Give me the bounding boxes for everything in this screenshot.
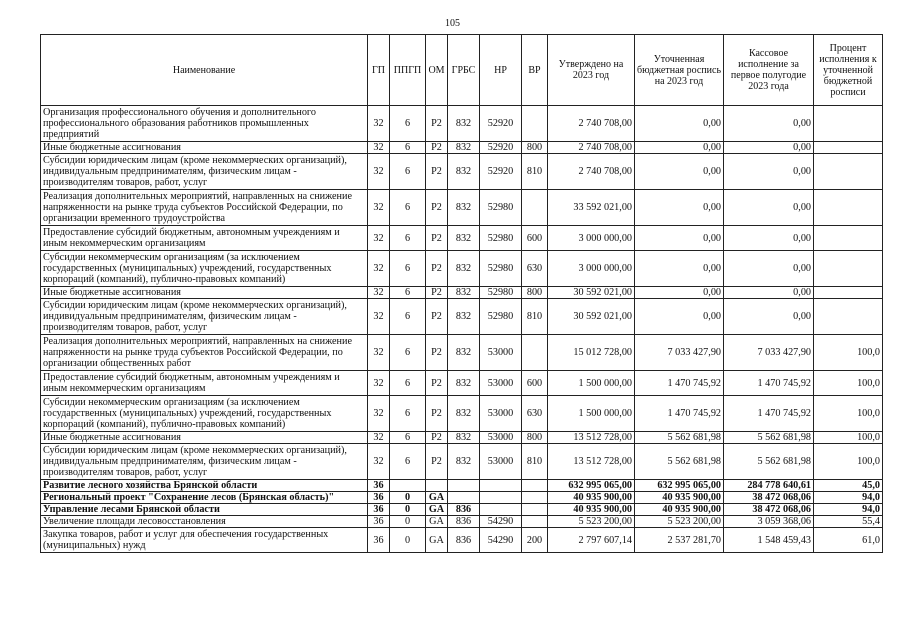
row-name: Реализация дополнительных мероприятий, направленных на снижение напряженности на рынке труда субъектов Российской Федерации, по организации временного трудоустройства (41, 190, 368, 226)
row-percent (814, 287, 883, 299)
row-gp: 32 (368, 299, 390, 335)
row-ppgp: 6 (390, 335, 426, 371)
row-refined: 0,00 (635, 299, 724, 335)
row-ppgp: 0 (390, 504, 426, 516)
row-percent: 100,0 (814, 396, 883, 432)
row-name: Предоставление субсидий бюджетным, автономным учреждениям и иным некоммерческим организациям (41, 371, 368, 396)
row-cash: 0,00 (724, 190, 814, 226)
header-approved: Утверждено на 2023 год (548, 35, 635, 106)
row-percent (814, 226, 883, 251)
row-gp: 36 (368, 528, 390, 553)
row-vr (522, 492, 548, 504)
table-row (41, 154, 883, 190)
row-gp: 36 (368, 516, 390, 528)
table-row (41, 142, 883, 154)
row-ppgp: 0 (390, 516, 426, 528)
row-refined: 1 470 745,92 (635, 396, 724, 432)
row-approved: 15 012 728,00 (548, 335, 635, 371)
header-grbs: ГРБС (448, 35, 480, 106)
row-grbs: 832 (448, 190, 480, 226)
row-cash: 0,00 (724, 226, 814, 251)
row-gp: 32 (368, 190, 390, 226)
row-np: 52980 (480, 190, 522, 226)
row-refined: 0,00 (635, 287, 724, 299)
row-percent: 55,4 (814, 516, 883, 528)
table-row (41, 371, 883, 396)
row-gp: 32 (368, 251, 390, 287)
row-np: 53000 (480, 396, 522, 432)
row-refined: 5 562 681,98 (635, 444, 724, 480)
row-refined: 0,00 (635, 106, 724, 142)
row-np: 53000 (480, 444, 522, 480)
row-grbs: 832 (448, 444, 480, 480)
row-cash: 1 548 459,43 (724, 528, 814, 553)
row-np: 53000 (480, 371, 522, 396)
row-refined: 7 033 427,90 (635, 335, 724, 371)
row-name: Закупка товаров, работ и услуг для обеспечения государственных (муниципальных) нужд (41, 528, 368, 553)
row-refined: 0,00 (635, 251, 724, 287)
row-ppgp: 6 (390, 444, 426, 480)
row-grbs: 832 (448, 142, 480, 154)
row-grbs: 832 (448, 154, 480, 190)
row-grbs: 832 (448, 299, 480, 335)
row-cash: 3 059 368,06 (724, 516, 814, 528)
row-vr: 800 (522, 142, 548, 154)
row-vr: 600 (522, 371, 548, 396)
row-refined: 5 562 681,98 (635, 432, 724, 444)
row-vr: 800 (522, 432, 548, 444)
row-name: Предоставление субсидий бюджетным, автономным учреждениям и иным некоммерческим организациям (41, 226, 368, 251)
row-vr: 200 (522, 528, 548, 553)
row-vr (522, 106, 548, 142)
row-ppgp: 6 (390, 396, 426, 432)
row-cash: 0,00 (724, 251, 814, 287)
row-name: Субсидии юридическим лицам (кроме некоммерческих организаций), индивидуальным предпринимателям, физическим лицам - производителям товаров, работ, услуг (41, 299, 368, 335)
row-om: Р2 (426, 142, 448, 154)
row-name: Субсидии некоммерческим организациям (за исключением государственных (муниципальных) учреждений, государственных корпораций (компаний), публично-правовых компаний) (41, 251, 368, 287)
row-np: 52920 (480, 154, 522, 190)
row-vr (522, 516, 548, 528)
row-om: Р2 (426, 335, 448, 371)
row-approved: 1 500 000,00 (548, 396, 635, 432)
row-np: 52920 (480, 106, 522, 142)
row-vr: 630 (522, 251, 548, 287)
row-percent (814, 251, 883, 287)
row-refined: 632 995 065,00 (635, 480, 724, 492)
header-row (41, 35, 883, 106)
row-grbs (448, 480, 480, 492)
row-gp: 32 (368, 142, 390, 154)
row-ppgp: 6 (390, 251, 426, 287)
row-np: 53000 (480, 335, 522, 371)
table-row (41, 106, 883, 142)
row-cash: 38 472 068,06 (724, 492, 814, 504)
header-np: НР (480, 35, 522, 106)
table-row (41, 528, 883, 553)
row-grbs: 836 (448, 528, 480, 553)
row-gp: 32 (368, 154, 390, 190)
row-percent: 94,0 (814, 504, 883, 516)
row-approved: 2 740 708,00 (548, 154, 635, 190)
row-grbs: 836 (448, 504, 480, 516)
row-np (480, 492, 522, 504)
header-percent: Процент исполнения к уточненной бюджетной росписи (814, 35, 883, 106)
row-gp: 32 (368, 226, 390, 251)
row-approved: 3 000 000,00 (548, 251, 635, 287)
row-grbs: 832 (448, 335, 480, 371)
row-vr (522, 335, 548, 371)
row-om: Р2 (426, 371, 448, 396)
row-vr (522, 190, 548, 226)
row-name: Иные бюджетные ассигнования (41, 142, 368, 154)
row-gp: 32 (368, 396, 390, 432)
table-row (41, 504, 883, 516)
row-approved: 2 740 708,00 (548, 142, 635, 154)
row-om (426, 480, 448, 492)
row-vr: 600 (522, 226, 548, 251)
row-name: Иные бюджетные ассигнования (41, 287, 368, 299)
row-ppgp: 6 (390, 142, 426, 154)
row-name: Организация профессионального обучения и дополнительного профессионального образования работников промышленных предприятий (41, 106, 368, 142)
row-vr: 810 (522, 154, 548, 190)
row-vr: 630 (522, 396, 548, 432)
row-gp: 32 (368, 335, 390, 371)
row-grbs: 832 (448, 226, 480, 251)
row-ppgp: 0 (390, 492, 426, 504)
row-name: Реализация дополнительных мероприятий, направленных на снижение напряженности на рынке труда субъектов Российской Федерации, по организации общественных работ (41, 335, 368, 371)
row-np (480, 480, 522, 492)
row-refined: 40 935 900,00 (635, 504, 724, 516)
row-percent: 100,0 (814, 371, 883, 396)
row-om: Р2 (426, 287, 448, 299)
row-approved: 40 935 900,00 (548, 492, 635, 504)
row-om: GA (426, 492, 448, 504)
row-cash: 1 470 745,92 (724, 396, 814, 432)
row-gp: 36 (368, 504, 390, 516)
row-approved: 5 523 200,00 (548, 516, 635, 528)
row-om: Р2 (426, 432, 448, 444)
row-om: Р2 (426, 106, 448, 142)
row-ppgp: 6 (390, 106, 426, 142)
row-grbs: 832 (448, 432, 480, 444)
page-number: 105 (445, 18, 460, 29)
row-gp: 32 (368, 444, 390, 480)
row-refined: 0,00 (635, 190, 724, 226)
row-percent (814, 154, 883, 190)
table-row (41, 287, 883, 299)
table-row (41, 335, 883, 371)
row-cash: 0,00 (724, 154, 814, 190)
row-percent (814, 299, 883, 335)
row-approved: 2 797 607,14 (548, 528, 635, 553)
row-cash: 1 470 745,92 (724, 371, 814, 396)
row-approved: 33 592 021,00 (548, 190, 635, 226)
row-ppgp: 6 (390, 432, 426, 444)
row-name: Региональный проект "Сохранение лесов (Брянская область)" (41, 492, 368, 504)
row-gp: 36 (368, 480, 390, 492)
row-om: Р2 (426, 226, 448, 251)
row-np: 54290 (480, 528, 522, 553)
table-row (41, 480, 883, 492)
table-row (41, 299, 883, 335)
table-row (41, 226, 883, 251)
table-body (41, 106, 883, 553)
row-grbs (448, 492, 480, 504)
row-percent (814, 190, 883, 226)
row-cash: 0,00 (724, 106, 814, 142)
row-np: 52980 (480, 226, 522, 251)
row-cash: 38 472 068,06 (724, 504, 814, 516)
row-vr: 810 (522, 299, 548, 335)
row-grbs: 836 (448, 516, 480, 528)
row-vr (522, 504, 548, 516)
row-cash: 5 562 681,98 (724, 444, 814, 480)
row-gp: 32 (368, 106, 390, 142)
row-cash: 5 562 681,98 (724, 432, 814, 444)
row-gp: 32 (368, 287, 390, 299)
row-om: Р2 (426, 396, 448, 432)
row-ppgp (390, 480, 426, 492)
row-ppgp: 6 (390, 226, 426, 251)
row-om: Р2 (426, 190, 448, 226)
row-om: GA (426, 528, 448, 553)
row-percent: 100,0 (814, 335, 883, 371)
row-refined: 1 470 745,92 (635, 371, 724, 396)
header-gp: ГП (368, 35, 390, 106)
row-om: Р2 (426, 154, 448, 190)
header-refined: Уточненная бюджетная роспись на 2023 год (635, 35, 724, 106)
row-np: 52980 (480, 251, 522, 287)
row-om: Р2 (426, 299, 448, 335)
row-approved: 30 592 021,00 (548, 299, 635, 335)
row-percent: 100,0 (814, 432, 883, 444)
table-row (41, 432, 883, 444)
table-row (41, 190, 883, 226)
row-name: Иные бюджетные ассигнования (41, 432, 368, 444)
row-name: Субсидии юридическим лицам (кроме некоммерческих организаций), индивидуальным предпринимателям, физическим лицам - производителям товаров, работ, услуг (41, 444, 368, 480)
header-om: ОМ (426, 35, 448, 106)
row-approved: 2 740 708,00 (548, 106, 635, 142)
row-name: Субсидии юридическим лицам (кроме некоммерческих организаций), индивидуальным предпринимателям, физическим лицам - производителям товаров, работ, услуг (41, 154, 368, 190)
row-approved: 1 500 000,00 (548, 371, 635, 396)
row-cash: 284 778 640,61 (724, 480, 814, 492)
row-grbs: 832 (448, 251, 480, 287)
row-approved: 632 995 065,00 (548, 480, 635, 492)
row-cash: 0,00 (724, 299, 814, 335)
row-refined: 0,00 (635, 142, 724, 154)
header-ppgp: ППГП (390, 35, 426, 106)
row-grbs: 832 (448, 396, 480, 432)
row-percent (814, 106, 883, 142)
row-gp: 36 (368, 492, 390, 504)
row-np: 52980 (480, 287, 522, 299)
row-ppgp: 6 (390, 154, 426, 190)
row-percent: 100,0 (814, 444, 883, 480)
table-row (41, 251, 883, 287)
row-approved: 30 592 021,00 (548, 287, 635, 299)
row-np (480, 504, 522, 516)
row-om: Р2 (426, 444, 448, 480)
row-cash: 0,00 (724, 287, 814, 299)
row-grbs: 832 (448, 287, 480, 299)
row-gp: 32 (368, 371, 390, 396)
header-cash: Кассовое исполнение за первое полугодие 2023 года (724, 35, 814, 106)
row-om: GA (426, 504, 448, 516)
row-ppgp: 6 (390, 299, 426, 335)
row-approved: 13 512 728,00 (548, 444, 635, 480)
row-refined: 5 523 200,00 (635, 516, 724, 528)
row-refined: 0,00 (635, 226, 724, 251)
row-np: 53000 (480, 432, 522, 444)
header-name: Наименование (41, 35, 368, 106)
table-row (41, 396, 883, 432)
row-name: Развитие лесного хозяйства Брянской области (41, 480, 368, 492)
row-vr: 800 (522, 287, 548, 299)
row-approved: 13 512 728,00 (548, 432, 635, 444)
row-refined: 0,00 (635, 154, 724, 190)
row-name: Увеличение площади лесовосстановления (41, 516, 368, 528)
row-percent: 61,0 (814, 528, 883, 553)
row-ppgp: 6 (390, 371, 426, 396)
row-grbs: 832 (448, 106, 480, 142)
header-vr: ВР (522, 35, 548, 106)
row-gp: 32 (368, 432, 390, 444)
table-row (41, 492, 883, 504)
row-ppgp: 6 (390, 190, 426, 226)
table-row (41, 516, 883, 528)
row-np: 54290 (480, 516, 522, 528)
row-percent: 94,0 (814, 492, 883, 504)
row-np: 52920 (480, 142, 522, 154)
row-cash: 0,00 (724, 142, 814, 154)
row-approved: 40 935 900,00 (548, 504, 635, 516)
row-vr: 810 (522, 444, 548, 480)
row-percent: 45,0 (814, 480, 883, 492)
row-np: 52980 (480, 299, 522, 335)
budget-table (40, 34, 883, 553)
row-refined: 2 537 281,70 (635, 528, 724, 553)
row-ppgp: 0 (390, 528, 426, 553)
row-approved: 3 000 000,00 (548, 226, 635, 251)
row-om: Р2 (426, 251, 448, 287)
table-row (41, 444, 883, 480)
row-om: GA (426, 516, 448, 528)
row-vr (522, 480, 548, 492)
row-cash: 7 033 427,90 (724, 335, 814, 371)
row-name: Субсидии некоммерческим организациям (за исключением государственных (муниципальных) учреждений, государственных корпораций (компаний), публично-правовых компаний) (41, 396, 368, 432)
row-name: Управление лесами Брянской области (41, 504, 368, 516)
row-percent (814, 142, 883, 154)
row-ppgp: 6 (390, 287, 426, 299)
row-refined: 40 935 900,00 (635, 492, 724, 504)
row-grbs: 832 (448, 371, 480, 396)
